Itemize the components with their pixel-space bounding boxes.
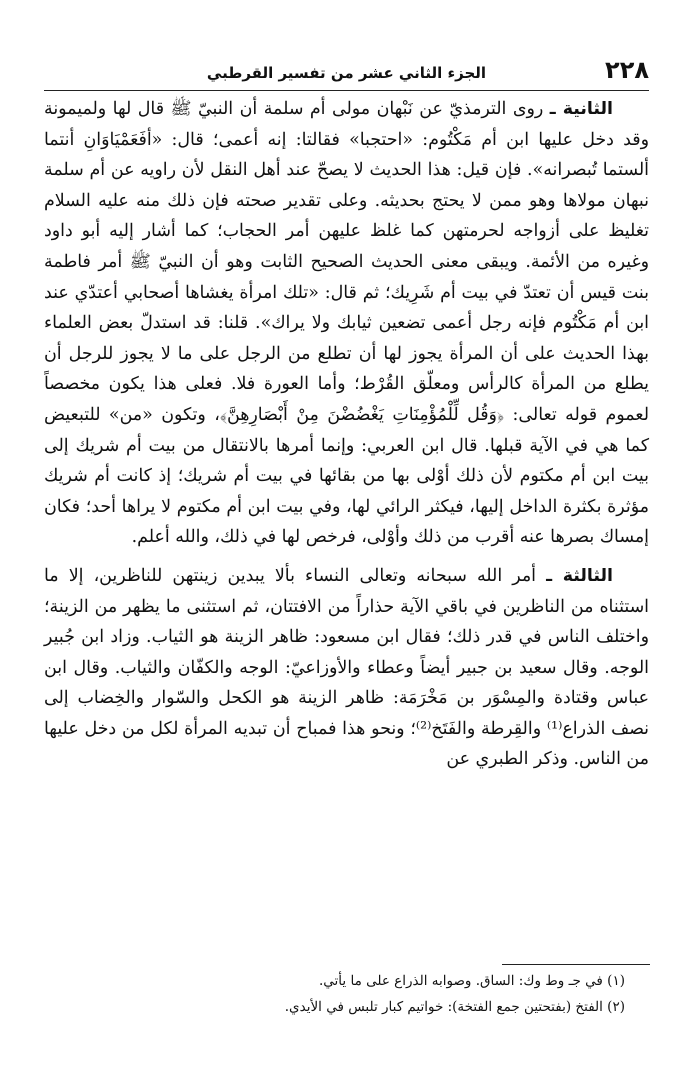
paragraph-text: روى الترمذيّ عن نَبْهان مولى أم سلمة أن النبيّ ﷺ قال لها ولميمونة وقد دخل عليها ابن أم مَكْتُوم: «احتجبا» فقالتا: إنه أعمى؛ قال: «أفَعَمْيَاوَانِ أنتما ألستما تُبصرانه». فإن قيل: هذا الحديث لا يصحّ عند أهل النقل لأن راويه عن أم سلمة نبهان مولاها وهو ممن لا يحتج بحديثه. وعلى تقدير صحته فإن ذلك منه عليه السلام تغليظ على أزواجه لحرمتهن كما غلظ عليهن أمر الحجاب؛ كما أشار إليه أبو داود وغيره من الأئمة. ويبقى معنى الحديث الصحيح الثابت وهو أن النبيّ ﷺ أمر فاطمة بنت قيس أن تعتدّ في بيت أم شَرِيك؛ ثم قال: «تلك امرأة يغشاها أصحابي أعتدّي عند ابن أم مَكْتُوم فإنه رجل أعمى تضعين ثيابك ولا يراك». قلنا: قد استدلّ بعض العلماء بهذا الحديث على أن المرأة يجوز لها أن تطلع من الرجل على ما لا يجوز للرجل أن يطلع من المرأة كالرأس ومعلّق القُرْط؛ وأما العورة فلا. فعلى هذا يكون مخصصاً لعموم قوله تعالى: ﴿وَقُل لِّلْمُؤْمِنَاتِ يَغْضُضْنَ مِنْ أَبْصَارِهِنَّ﴾، وتكون «من» للتبعيض كما هي في الآية قبلها. قال ابن العربي: وإنما أمرها بالانتقال من بيت أم شريك إلى بيت ابن أم مكتوم لأن ذلك أوْلى بها من بقائها في بيت أم شريك؛ إذ كانت أم شريك مؤثرة بكثرة الداخل إليها، فيكثر الرائي لها، وفي بيت ابن أم مكتوم لا يراها أحد؛ فكان إمساك بصرها عنه أقرب من ذلك وأوْلى، فرخص لها في ذلك، والله أعلم.: [44, 99, 649, 548]
footnote: (٢) الفتخ (بفتحتين جمع الفتخة): خواتيم كبار تلبس في الأيدي.: [284, 999, 625, 1015]
page-header: [44, 54, 649, 91]
footnotes: [44, 968, 649, 1020]
footnote-divider: [502, 964, 650, 965]
footnote: (١) في جـ وط وك: الساق. وصوابه الذراع على ما يأتي.: [319, 973, 625, 989]
paragraph-label: الثانية ـ: [549, 99, 614, 119]
paragraph-third: [44, 561, 649, 775]
paragraph-text: أمر الله سبحانه وتعالى النساء بألا يبدين زينتهن للناظرين، إلا ما استثناه من الناظرين في باقي الآية حذاراً من الافتتان، ثم استثنى ما يظهر من الزينة؛ واختلف الناس في قدر ذلك؛ فقال ابن مسعود: ظاهر الزينة هو الثياب. وزاد ابن جُبير الوجه. وقال سعيد بن جبير أيضاً وعطاء والأوزاعيّ: الوجه والكفّان والثياب. وقال ابن عباس وقتادة والمِسْوَر بن مَخْرَمَة: ظاهر الزينة هو الكحل والسّوار والخِضاب إلى نصف الذراع⁽¹⁾ والقِرطة والفَتَخ⁽²⁾؛ ونحو هذا فمباح أن تبديه المرأة لكل من دخل عليها من الناس. وذكر الطبري عن: [44, 565, 650, 770]
paragraph-second: [44, 94, 649, 553]
paragraph-label: الثالثة ـ: [546, 565, 613, 586]
running-title: الجزء الثاني عشر من تفسير القرطبي: [206, 64, 487, 82]
page-number: ٢٢٨: [605, 56, 649, 84]
body-text: [44, 94, 649, 775]
